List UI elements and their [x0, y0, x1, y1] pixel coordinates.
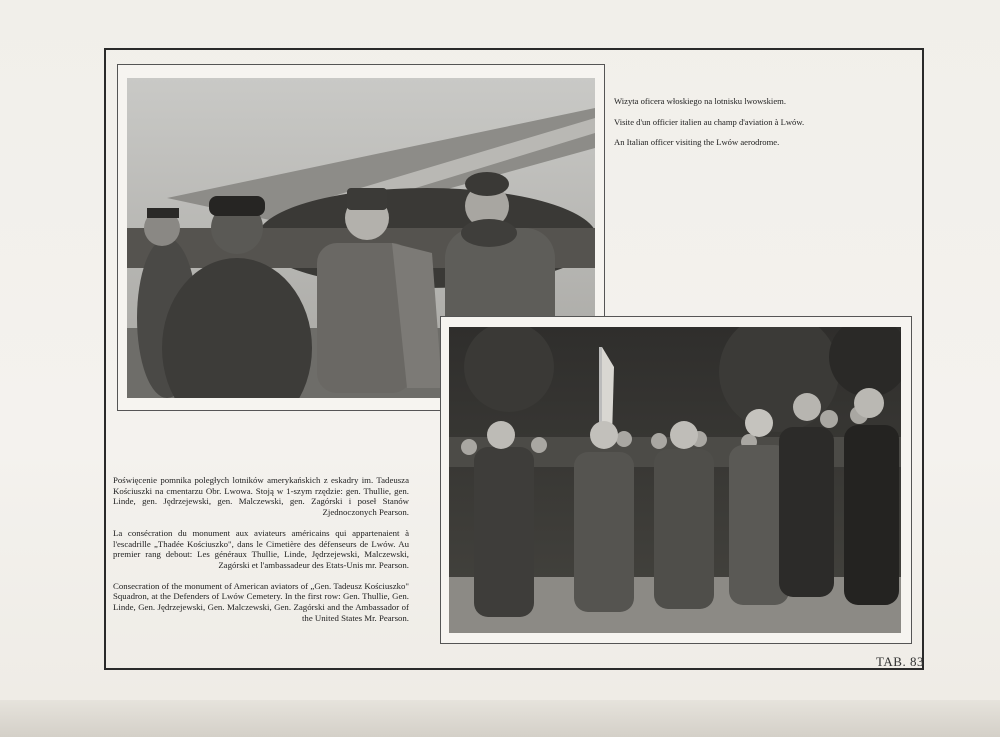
top-photo-caption — [614, 96, 904, 158]
page-edge — [0, 700, 1000, 737]
photo-cemetery-image — [449, 327, 901, 633]
plate-number: TAB. 83 — [876, 654, 924, 669]
caption-french-top: Visite d'un officier italien au champ d'aviation à Lwów. — [614, 116, 805, 127]
caption-polish-top: Wizyta oficera włoskiego na lotnisku lwowskiem. — [614, 96, 786, 106]
caption-french-bottom: La consécration du monument aux aviateurs américains qui appartenaient à l'escadrille „Thadée Kościuszko", dans le Cimetière des défenseurs de Lwów. Au premier rang debout: Les généraux Thullie, Linde, Jędrzejewski, Malczewski, Zagórski et l'ambassadeur des Etats-Unis mr. Pearson. — [113, 527, 409, 571]
photo-monument-consecration — [440, 316, 912, 644]
caption-polish-bottom: Poświęcenie pomnika poległych lotników amerykańskich z eskadry im. Tadeusza Kościuszki na cmentarzu Obr. Lwowa. Stoją w 1-szym rzędzie: gen. Thullie, gen. Linde, gen. Jędrzejewski, gen. Malczewski, gen. Zagórski i poseł Stanów Zjednoczonych Pearson. — [113, 475, 409, 518]
bottom-photo-caption — [113, 475, 409, 634]
caption-english-bottom: Consecration of the monument of American aviators of „Gen. Tadeusz Kościuszko" Squadron, at the Defenders of Lwów Cemetery. In the first row: Gen. Thullie, Gen. Linde, Gen. Jędrzejewski, Gen. Malczewski, Gen. Zagórski and the Ambassador of the United States Mr. Pearson. — [113, 580, 409, 623]
caption-english-top: An Italian officer visiting the Lwów aerodrome. — [614, 137, 780, 148]
